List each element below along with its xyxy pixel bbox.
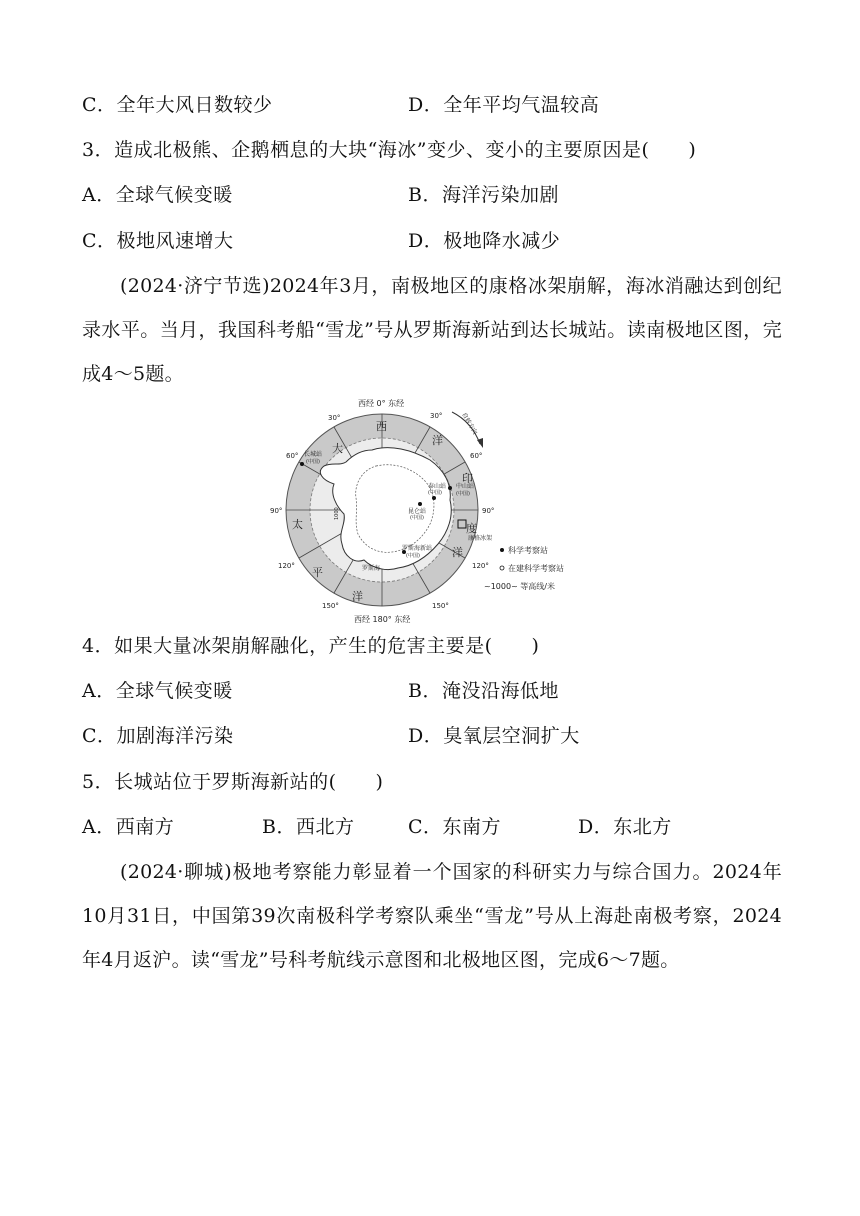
legend-building-dot: [500, 566, 504, 570]
ocean-label-yang1: 洋: [432, 434, 443, 447]
passage-1-text: (2024·济宁节选)2024年3月，南极地区的康格冰架崩解，海冰消融达到创纪录水平。当月，我国科考船“雪龙”号从罗斯海新站到达长城站。读南极地区图，完成4～5题。: [82, 275, 782, 385]
q4-stem: 4．如果大量冰架崩解融化，产生的危害主要是( ): [82, 635, 540, 657]
passage-1: [82, 264, 782, 396]
station-zhongshan-dot: [448, 486, 452, 490]
station-kunlun-cn: (中国): [410, 515, 424, 521]
deg-30-left: 30°: [328, 414, 341, 422]
deg-90-right: 90°: [482, 507, 495, 515]
station-kunlun-dot: [418, 502, 422, 506]
contour-label: 1000: [334, 507, 340, 520]
legend-station: 科学考察站: [508, 546, 548, 555]
deg-120-left: 120°: [278, 562, 295, 570]
q5-option-c: C．东南方: [408, 816, 502, 838]
ocean-label-da: 大: [332, 442, 343, 455]
q4-option-c: C．加剧海洋污染: [82, 725, 234, 747]
deg-60-left: 60°: [286, 452, 299, 460]
ocean-label-yin: 印: [462, 472, 473, 485]
ocean-label-yang2: 洋: [452, 546, 463, 559]
deg-30-right: 30°: [430, 412, 443, 420]
station-zhongshan: 中山站: [456, 483, 475, 490]
ocean-label-yang3: 洋: [352, 590, 363, 603]
q3-option-d: D．极地降水减少: [408, 230, 561, 252]
passage-2: [82, 850, 782, 982]
ocean-label-du: 度: [466, 522, 477, 535]
rotation-label: 自转方向: [460, 411, 479, 436]
station-taishan: 泰山站: [428, 483, 447, 490]
antarctica-map: [272, 392, 612, 624]
conger-label: 康格冰架: [468, 535, 493, 542]
q5-stem: 5．长城站位于罗斯海新站的( ): [82, 771, 384, 793]
ocean-label-tai: 太: [292, 518, 303, 531]
q5-option-b: B．西北方: [262, 816, 355, 838]
deg-150-left: 150°: [322, 602, 339, 610]
label-bottom: 西经 180° 东经: [354, 615, 411, 624]
station-rossnew: 罗斯海新站: [402, 545, 433, 552]
ocean-label-ping: 平: [312, 566, 323, 579]
deg-60-right: 60°: [470, 452, 483, 460]
q3-stem: 3．造成北极熊、企鹅栖息的大块“海冰”变少、变小的主要原因是( ): [82, 139, 697, 161]
q4-option-d: D．臭氧层空洞扩大: [408, 725, 580, 747]
deg-120-right: 120°: [472, 562, 489, 570]
q3-option-b: B．海洋污染加剧: [408, 184, 559, 206]
deg-150-right: 150°: [432, 602, 449, 610]
q2-option-d: D．全年平均气温较高: [408, 94, 600, 116]
q4-option-a: A．全球气候变暖: [82, 680, 233, 702]
station-changcheng-cn: (中国): [306, 459, 320, 465]
legend-building: 在建科学考察站: [508, 564, 564, 573]
station-taishan-cn: (中国): [428, 490, 442, 496]
q4-option-b: B．淹没沿海低地: [408, 680, 559, 702]
label-top: 西经 0° 东经: [358, 399, 405, 408]
q5-option-d: D．东北方: [578, 816, 672, 838]
q3-option-c: C．极地风速增大: [82, 230, 234, 252]
station-rossnew-cn: (中国): [406, 553, 420, 559]
legend-contour: ~1000~ 等高线/米: [484, 582, 556, 591]
station-changcheng: 长城站: [304, 451, 323, 458]
ross-sea-label: 罗斯海: [362, 565, 381, 572]
q2-option-c: C．全年大风日数较少: [82, 94, 273, 116]
ocean-label-xi: 西: [376, 420, 387, 433]
passage-2-text: (2024·聊城)极地考察能力彰显着一个国家的科研实力与综合国力。2024年10月31日，中国第39次南极科学考察队乘坐“雪龙”号从上海赴南极考察，2024年4月返沪。读“雪龙”号科考航线示意图和北极地区图，完成6～7题。: [82, 861, 782, 971]
station-changcheng-dot: [300, 462, 304, 466]
q3-option-a: A．全球气候变暖: [82, 184, 233, 206]
deg-90-left: 90°: [270, 507, 283, 515]
station-zhongshan-cn: (中国): [456, 491, 470, 497]
q5-option-a: A．西南方: [82, 816, 175, 838]
station-kunlun: 昆仑站: [408, 508, 427, 515]
legend-station-dot: [500, 548, 504, 552]
station-taishan-dot: [432, 496, 436, 500]
